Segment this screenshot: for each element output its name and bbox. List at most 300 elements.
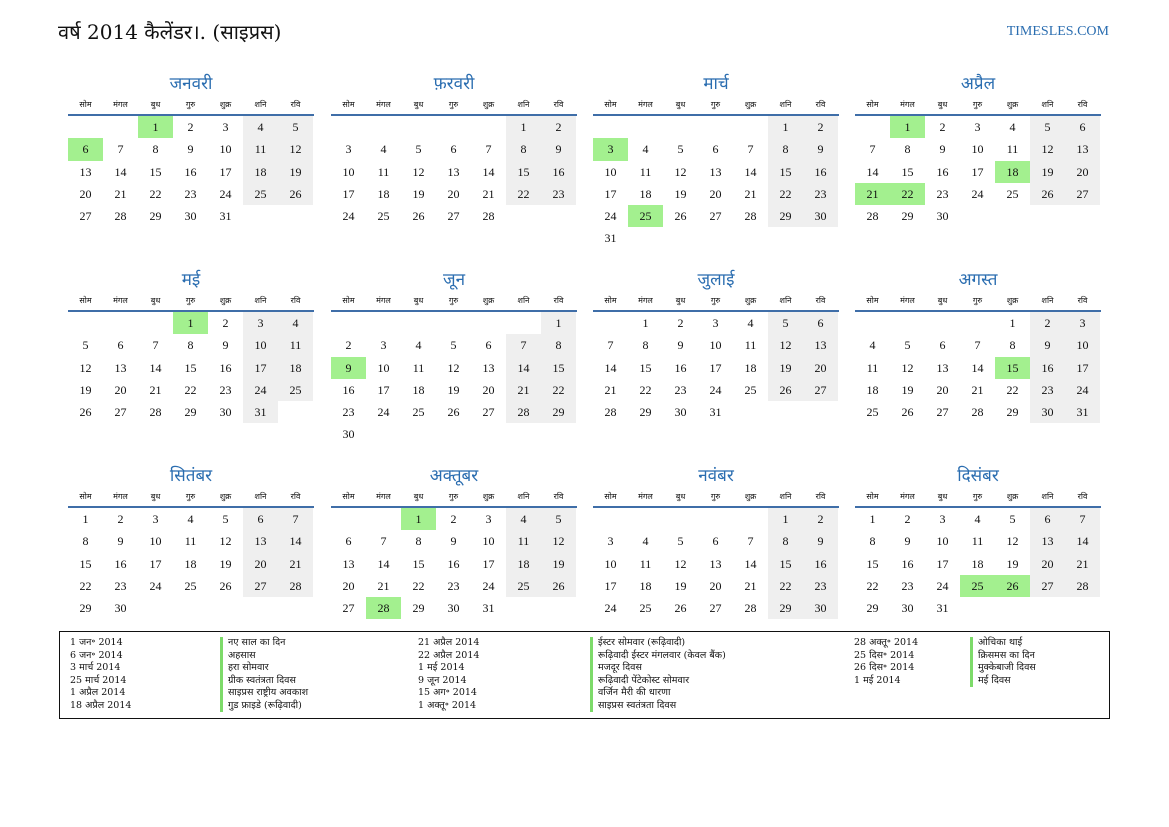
day-cell: 1 bbox=[541, 312, 576, 334]
day-cell: 9 bbox=[541, 138, 576, 160]
holiday-name: साइप्रस स्वतंत्रता दिवस bbox=[590, 700, 676, 713]
day-cell: 21 bbox=[506, 379, 541, 401]
day-cell: 7 bbox=[485, 142, 492, 157]
day-cell: 29 bbox=[866, 601, 879, 616]
weekday-label: शुक्र bbox=[219, 100, 232, 109]
weekday-label: रवि bbox=[553, 296, 564, 305]
holiday-name: मजदूर दिवस bbox=[590, 662, 642, 675]
weekday-label: मंगल bbox=[113, 100, 128, 109]
month-name: जून bbox=[442, 270, 466, 290]
day-cell: 26 bbox=[541, 575, 576, 597]
day-cell: 22 bbox=[412, 578, 425, 593]
holiday-name: मुक्केबाजी दिवस bbox=[970, 662, 1036, 675]
day-cell: 14 bbox=[506, 357, 541, 379]
day-cell: 1 bbox=[869, 512, 876, 526]
weekday-label: शुक्र bbox=[744, 296, 757, 305]
day-cell: 16 bbox=[803, 553, 838, 575]
holiday-date: 1 अक्तू॰ 2014 bbox=[418, 699, 477, 711]
day-cell: 13 bbox=[114, 360, 127, 375]
day-cell: 30 bbox=[674, 405, 687, 420]
empty-cell bbox=[471, 312, 506, 334]
day-cell: 8 bbox=[642, 338, 649, 353]
day-cell: 21 bbox=[377, 578, 390, 593]
month-block bbox=[593, 268, 839, 423]
day-cell: 11 bbox=[377, 164, 390, 179]
weekday-label: सोम bbox=[342, 296, 355, 305]
day-cell: 12 bbox=[219, 534, 232, 549]
day-cell: 8 bbox=[768, 138, 803, 160]
site-link[interactable]: TIMESLES.COM bbox=[1006, 24, 1109, 39]
day-cell: 29 bbox=[768, 597, 803, 619]
weekday-label: बुध bbox=[937, 492, 948, 501]
day-cell: 26 bbox=[901, 405, 914, 420]
day-cell: 22 bbox=[79, 578, 92, 593]
weekday-header bbox=[855, 292, 1101, 312]
day-cell: 6 bbox=[712, 142, 719, 157]
empty-cell bbox=[663, 508, 698, 530]
day-cell: 5 bbox=[1030, 116, 1065, 138]
day-cell: 19 bbox=[541, 553, 576, 575]
holiday-row bbox=[70, 700, 308, 713]
day-cell: 28 bbox=[744, 209, 757, 224]
day-cell: 10 bbox=[482, 534, 495, 549]
day-cell: 21 bbox=[855, 183, 890, 205]
day-cell: 24 bbox=[342, 209, 355, 224]
day-cell: 27 bbox=[342, 601, 355, 616]
day-cell: 25 bbox=[506, 575, 541, 597]
holiday-date: 1 जन॰ 2014 bbox=[70, 637, 123, 648]
day-cell: 19 bbox=[901, 382, 914, 397]
weekday-label: शनि bbox=[1041, 100, 1054, 109]
weekday-header bbox=[593, 292, 839, 312]
day-cell: 17 bbox=[604, 186, 617, 201]
weekday-label: शनि bbox=[254, 296, 267, 305]
weekday-label: बुध bbox=[413, 492, 424, 501]
weekday-label: रवि bbox=[290, 100, 301, 109]
day-cell: 1 bbox=[768, 508, 803, 530]
day-cell: 28 bbox=[149, 405, 162, 420]
day-cell: 5 bbox=[677, 534, 684, 549]
page-title: वर्ष 2014 कैलेंडर।. (साइप्रस) bbox=[58, 20, 282, 44]
day-cell: 2 bbox=[187, 120, 194, 134]
empty-cell bbox=[890, 312, 925, 334]
weekday-label: मंगल bbox=[638, 100, 653, 109]
day-cell: 26 bbox=[278, 183, 313, 205]
day-cell: 14 bbox=[971, 360, 984, 375]
day-cell: 9 bbox=[331, 357, 366, 379]
weekday-label: गुरु bbox=[710, 296, 721, 305]
empty-cell bbox=[331, 312, 366, 334]
empty-cell bbox=[331, 508, 366, 530]
empty-cell bbox=[698, 116, 733, 138]
day-cell: 7 bbox=[747, 142, 754, 157]
holiday-name: हरा सोमवार bbox=[220, 662, 269, 675]
day-cell: 2 bbox=[939, 120, 946, 134]
month-block bbox=[331, 72, 577, 227]
weekday-label: रवि bbox=[553, 100, 564, 109]
day-cell: 13 bbox=[447, 164, 460, 179]
day-cell: 6 bbox=[450, 142, 457, 157]
day-cell: 1 bbox=[173, 312, 208, 334]
day-cell: 15 bbox=[541, 357, 576, 379]
day-cell: 5 bbox=[450, 338, 457, 353]
day-cell: 12 bbox=[1006, 534, 1019, 549]
weekday-header bbox=[593, 488, 839, 508]
holiday-row bbox=[418, 662, 726, 675]
day-cell: 2 bbox=[117, 512, 124, 526]
weekday-header bbox=[68, 96, 314, 116]
day-cell: 2 bbox=[541, 116, 576, 138]
empty-cell bbox=[698, 508, 733, 530]
day-cell: 15 bbox=[184, 360, 197, 375]
day-cell: 18 bbox=[412, 382, 425, 397]
day-cell: 20 bbox=[936, 382, 949, 397]
day-cell: 11 bbox=[971, 534, 984, 549]
weekday-label: सोम bbox=[604, 296, 617, 305]
day-cell: 31 bbox=[709, 405, 722, 420]
day-cell: 25 bbox=[184, 578, 197, 593]
day-cell: 31 bbox=[936, 601, 949, 616]
weekday-label: शनि bbox=[1041, 296, 1054, 305]
day-cell: 10 bbox=[377, 360, 390, 375]
month-name: अगस्त bbox=[958, 270, 998, 290]
weekday-label: शनि bbox=[517, 296, 530, 305]
day-cell: 27 bbox=[709, 209, 722, 224]
day-cell: 12 bbox=[278, 138, 313, 160]
weekday-label: शनि bbox=[254, 492, 267, 501]
day-cell: 18 bbox=[995, 161, 1030, 183]
weekday-label: मंगल bbox=[376, 100, 391, 109]
empty-cell bbox=[855, 312, 890, 334]
weekday-label: गुरु bbox=[972, 100, 983, 109]
day-cell: 6 bbox=[345, 534, 352, 549]
day-cell: 17 bbox=[604, 578, 617, 593]
day-cell: 24 bbox=[377, 405, 390, 420]
empty-cell bbox=[401, 312, 436, 334]
day-cell: 2 bbox=[450, 512, 457, 526]
weekday-label: शुक्र bbox=[482, 296, 495, 305]
weekday-label: मंगल bbox=[113, 296, 128, 305]
weekday-label: शनि bbox=[517, 492, 530, 501]
weekday-label: रवि bbox=[290, 492, 301, 501]
day-cell: 2 bbox=[677, 316, 684, 330]
day-cell: 23 bbox=[803, 575, 838, 597]
day-cell: 11 bbox=[744, 338, 757, 353]
day-cell: 16 bbox=[803, 161, 838, 183]
day-cell: 14 bbox=[866, 164, 879, 179]
weekday-label: शुक्र bbox=[1006, 296, 1019, 305]
holiday-date: 9 जून 2014 bbox=[418, 674, 467, 686]
holiday-row bbox=[70, 687, 308, 700]
weekday-label: बुध bbox=[675, 492, 686, 501]
day-grid bbox=[68, 116, 313, 227]
weekday-label: सोम bbox=[866, 296, 879, 305]
day-cell: 22 bbox=[768, 183, 803, 205]
weekday-label: बुध bbox=[150, 492, 161, 501]
day-cell: 7 bbox=[747, 534, 754, 549]
day-cell: 17 bbox=[936, 556, 949, 571]
day-cell: 4 bbox=[747, 316, 754, 330]
day-cell: 16 bbox=[901, 556, 914, 571]
day-cell: 19 bbox=[674, 578, 687, 593]
empty-cell bbox=[593, 508, 628, 530]
day-cell: 28 bbox=[1065, 575, 1100, 597]
day-cell: 20 bbox=[709, 578, 722, 593]
day-cell: 19 bbox=[768, 357, 803, 379]
day-cell: 7 bbox=[607, 338, 614, 353]
empty-cell bbox=[471, 116, 506, 138]
day-cell: 25 bbox=[639, 601, 652, 616]
month-block bbox=[855, 464, 1101, 619]
day-cell: 17 bbox=[971, 164, 984, 179]
day-cell: 27 bbox=[482, 405, 495, 420]
day-cell: 24 bbox=[482, 578, 495, 593]
day-cell: 30 bbox=[184, 209, 197, 224]
day-cell: 1 bbox=[890, 116, 925, 138]
day-cell: 10 bbox=[936, 534, 949, 549]
weekday-label: गुरु bbox=[185, 492, 196, 501]
holiday-name: ईस्टर सोमवार (रूढ़िवादी) bbox=[590, 637, 685, 650]
day-cell: 22 bbox=[866, 578, 879, 593]
day-cell: 20 bbox=[447, 186, 460, 201]
day-cell: 25 bbox=[1006, 186, 1019, 201]
day-cell: 9 bbox=[939, 142, 946, 157]
holiday-date: 3 मार्च 2014 bbox=[70, 662, 121, 673]
weekday-label: शुक्र bbox=[744, 492, 757, 501]
weekday-label: बुध bbox=[413, 100, 424, 109]
day-cell: 8 bbox=[768, 530, 803, 552]
day-cell: 14 bbox=[114, 164, 127, 179]
day-cell: 19 bbox=[278, 161, 313, 183]
day-cell: 15 bbox=[639, 360, 652, 375]
day-cell: 24 bbox=[971, 186, 984, 201]
day-cell: 4 bbox=[974, 512, 981, 526]
day-cell: 8 bbox=[869, 534, 876, 549]
day-cell: 6 bbox=[803, 312, 838, 334]
weekday-label: सोम bbox=[79, 296, 92, 305]
day-cell: 30 bbox=[1030, 401, 1065, 423]
weekday-label: शुक्र bbox=[1006, 100, 1019, 109]
holiday-date: 25 मार्च 2014 bbox=[70, 674, 127, 686]
day-cell: 9 bbox=[1030, 334, 1065, 356]
day-cell: 21 bbox=[744, 186, 757, 201]
empty-cell bbox=[68, 312, 103, 334]
day-cell: 4 bbox=[869, 338, 876, 353]
weekday-label: बुध bbox=[937, 100, 948, 109]
day-cell: 1 bbox=[768, 116, 803, 138]
weekday-label: सोम bbox=[79, 100, 92, 109]
day-cell: 24 bbox=[1065, 379, 1100, 401]
day-cell: 27 bbox=[803, 379, 838, 401]
holiday-column bbox=[70, 637, 308, 712]
day-cell: 18 bbox=[278, 357, 313, 379]
day-cell: 7 bbox=[380, 534, 387, 549]
holiday-row bbox=[854, 662, 1036, 675]
day-cell: 30 bbox=[114, 601, 127, 616]
day-cell: 15 bbox=[901, 164, 914, 179]
day-grid bbox=[593, 312, 838, 423]
holiday-row bbox=[70, 637, 308, 650]
holiday-date: 26 दिस॰ 2014 bbox=[854, 662, 915, 673]
day-cell: 13 bbox=[936, 360, 949, 375]
holiday-list bbox=[59, 631, 1110, 719]
holiday-row bbox=[70, 650, 308, 663]
day-cell: 3 bbox=[1065, 312, 1100, 334]
holiday-row bbox=[418, 637, 726, 650]
day-cell: 10 bbox=[971, 142, 984, 157]
day-cell: 15 bbox=[866, 556, 879, 571]
day-cell: 11 bbox=[866, 360, 879, 375]
holiday-date: 28 अक्तू॰ 2014 bbox=[854, 637, 919, 648]
day-cell: 13 bbox=[803, 334, 838, 356]
day-cell: 17 bbox=[219, 164, 232, 179]
day-cell: 27 bbox=[79, 209, 92, 224]
weekday-label: सोम bbox=[866, 492, 879, 501]
day-cell: 18 bbox=[639, 186, 652, 201]
day-cell: 20 bbox=[243, 553, 278, 575]
day-cell: 31 bbox=[1065, 401, 1100, 423]
day-cell: 26 bbox=[768, 379, 803, 401]
weekday-label: मंगल bbox=[900, 100, 915, 109]
weekday-label: रवि bbox=[1077, 100, 1088, 109]
day-cell: 13 bbox=[482, 360, 495, 375]
weekday-label: मंगल bbox=[900, 296, 915, 305]
day-cell: 3 bbox=[222, 120, 229, 134]
empty-cell bbox=[663, 116, 698, 138]
month-block bbox=[855, 72, 1101, 227]
day-cell: 1 bbox=[401, 508, 436, 530]
day-cell: 21 bbox=[604, 382, 617, 397]
month-name: मई bbox=[181, 270, 201, 290]
day-cell: 24 bbox=[936, 578, 949, 593]
day-cell: 26 bbox=[995, 575, 1030, 597]
day-cell: 30 bbox=[219, 405, 232, 420]
day-cell: 16 bbox=[447, 556, 460, 571]
day-cell: 7 bbox=[117, 142, 124, 157]
weekday-label: बुध bbox=[675, 296, 686, 305]
day-cell: 14 bbox=[278, 530, 313, 552]
holiday-name: अहसास bbox=[220, 650, 256, 663]
empty-cell bbox=[366, 116, 401, 138]
weekday-label: शुक्र bbox=[219, 492, 232, 501]
day-cell: 4 bbox=[243, 116, 278, 138]
holiday-date: 6 जन॰ 2014 bbox=[70, 649, 123, 661]
empty-cell bbox=[628, 116, 663, 138]
day-cell: 12 bbox=[79, 360, 92, 375]
day-cell: 13 bbox=[1030, 530, 1065, 552]
day-cell: 14 bbox=[604, 360, 617, 375]
day-cell: 25 bbox=[744, 382, 757, 397]
month-block bbox=[855, 268, 1101, 423]
day-cell: 7 bbox=[1065, 508, 1100, 530]
empty-cell bbox=[436, 116, 471, 138]
day-cell: 9 bbox=[677, 338, 684, 353]
weekday-label: बुध bbox=[150, 296, 161, 305]
day-cell: 12 bbox=[541, 530, 576, 552]
holiday-row bbox=[854, 675, 1036, 688]
weekday-label: शनि bbox=[779, 296, 792, 305]
day-cell: 6 bbox=[243, 508, 278, 530]
holiday-column bbox=[854, 637, 1036, 687]
day-cell: 3 bbox=[485, 512, 492, 526]
day-cell: 15 bbox=[768, 553, 803, 575]
day-cell: 22 bbox=[890, 183, 925, 205]
day-cell: 9 bbox=[117, 534, 124, 549]
day-cell: 24 bbox=[604, 209, 617, 224]
day-cell: 29 bbox=[412, 601, 425, 616]
day-cell: 14 bbox=[744, 556, 757, 571]
holiday-name: साइप्रस राष्ट्रीय अवकाश bbox=[220, 687, 308, 700]
holiday-name: गुड फ्राइडे (रूढ़िवादी) bbox=[220, 700, 302, 713]
weekday-label: गुरु bbox=[710, 492, 721, 501]
day-cell: 14 bbox=[1065, 530, 1100, 552]
day-cell: 6 bbox=[1030, 508, 1065, 530]
day-cell: 6 bbox=[1065, 116, 1100, 138]
day-cell: 17 bbox=[243, 357, 278, 379]
day-cell: 10 bbox=[709, 338, 722, 353]
day-cell: 23 bbox=[114, 578, 127, 593]
month-name: फ़रवरी bbox=[433, 74, 475, 94]
day-cell: 3 bbox=[243, 312, 278, 334]
empty-cell bbox=[401, 116, 436, 138]
day-cell: 4 bbox=[1009, 120, 1016, 134]
day-cell: 25 bbox=[628, 205, 663, 227]
day-cell: 21 bbox=[971, 382, 984, 397]
day-cell: 13 bbox=[342, 556, 355, 571]
holiday-date: 21 अप्रैल 2014 bbox=[418, 637, 480, 648]
empty-cell bbox=[855, 116, 890, 138]
day-cell: 6 bbox=[939, 338, 946, 353]
day-cell: 30 bbox=[803, 597, 838, 619]
day-cell: 23 bbox=[447, 578, 460, 593]
month-block bbox=[68, 464, 314, 619]
holiday-row bbox=[854, 650, 1036, 663]
holiday-row bbox=[418, 650, 726, 663]
day-cell: 19 bbox=[1030, 161, 1065, 183]
day-cell: 4 bbox=[187, 512, 194, 526]
day-cell: 24 bbox=[219, 186, 232, 201]
empty-cell bbox=[103, 312, 138, 334]
empty-cell bbox=[593, 116, 628, 138]
day-cell: 9 bbox=[222, 338, 229, 353]
weekday-label: सोम bbox=[342, 492, 355, 501]
day-cell: 7 bbox=[152, 338, 159, 353]
holiday-row bbox=[854, 637, 1036, 650]
day-cell: 2 bbox=[222, 316, 229, 330]
day-cell: 9 bbox=[803, 138, 838, 160]
day-cell: 24 bbox=[709, 382, 722, 397]
day-cell: 19 bbox=[447, 382, 460, 397]
month-name: अक्तूबर bbox=[429, 466, 479, 486]
day-cell: 6 bbox=[117, 338, 124, 353]
weekday-label: शनि bbox=[779, 492, 792, 501]
day-cell: 19 bbox=[219, 556, 232, 571]
weekday-label: गुरु bbox=[448, 492, 459, 501]
day-cell: 3 bbox=[974, 120, 981, 134]
day-cell: 10 bbox=[219, 142, 232, 157]
weekday-label: रवि bbox=[815, 492, 826, 501]
day-cell: 18 bbox=[744, 360, 757, 375]
day-cell: 23 bbox=[901, 578, 914, 593]
weekday-label: मंगल bbox=[638, 296, 653, 305]
day-cell: 12 bbox=[412, 164, 425, 179]
day-cell: 26 bbox=[447, 405, 460, 420]
day-cell: 4 bbox=[278, 312, 313, 334]
day-cell: 5 bbox=[541, 508, 576, 530]
weekday-header bbox=[855, 96, 1101, 116]
day-cell: 17 bbox=[377, 382, 390, 397]
holiday-name: रूढ़िवादी ईस्टर मंगलवार (केवल बैंक) bbox=[590, 650, 726, 663]
